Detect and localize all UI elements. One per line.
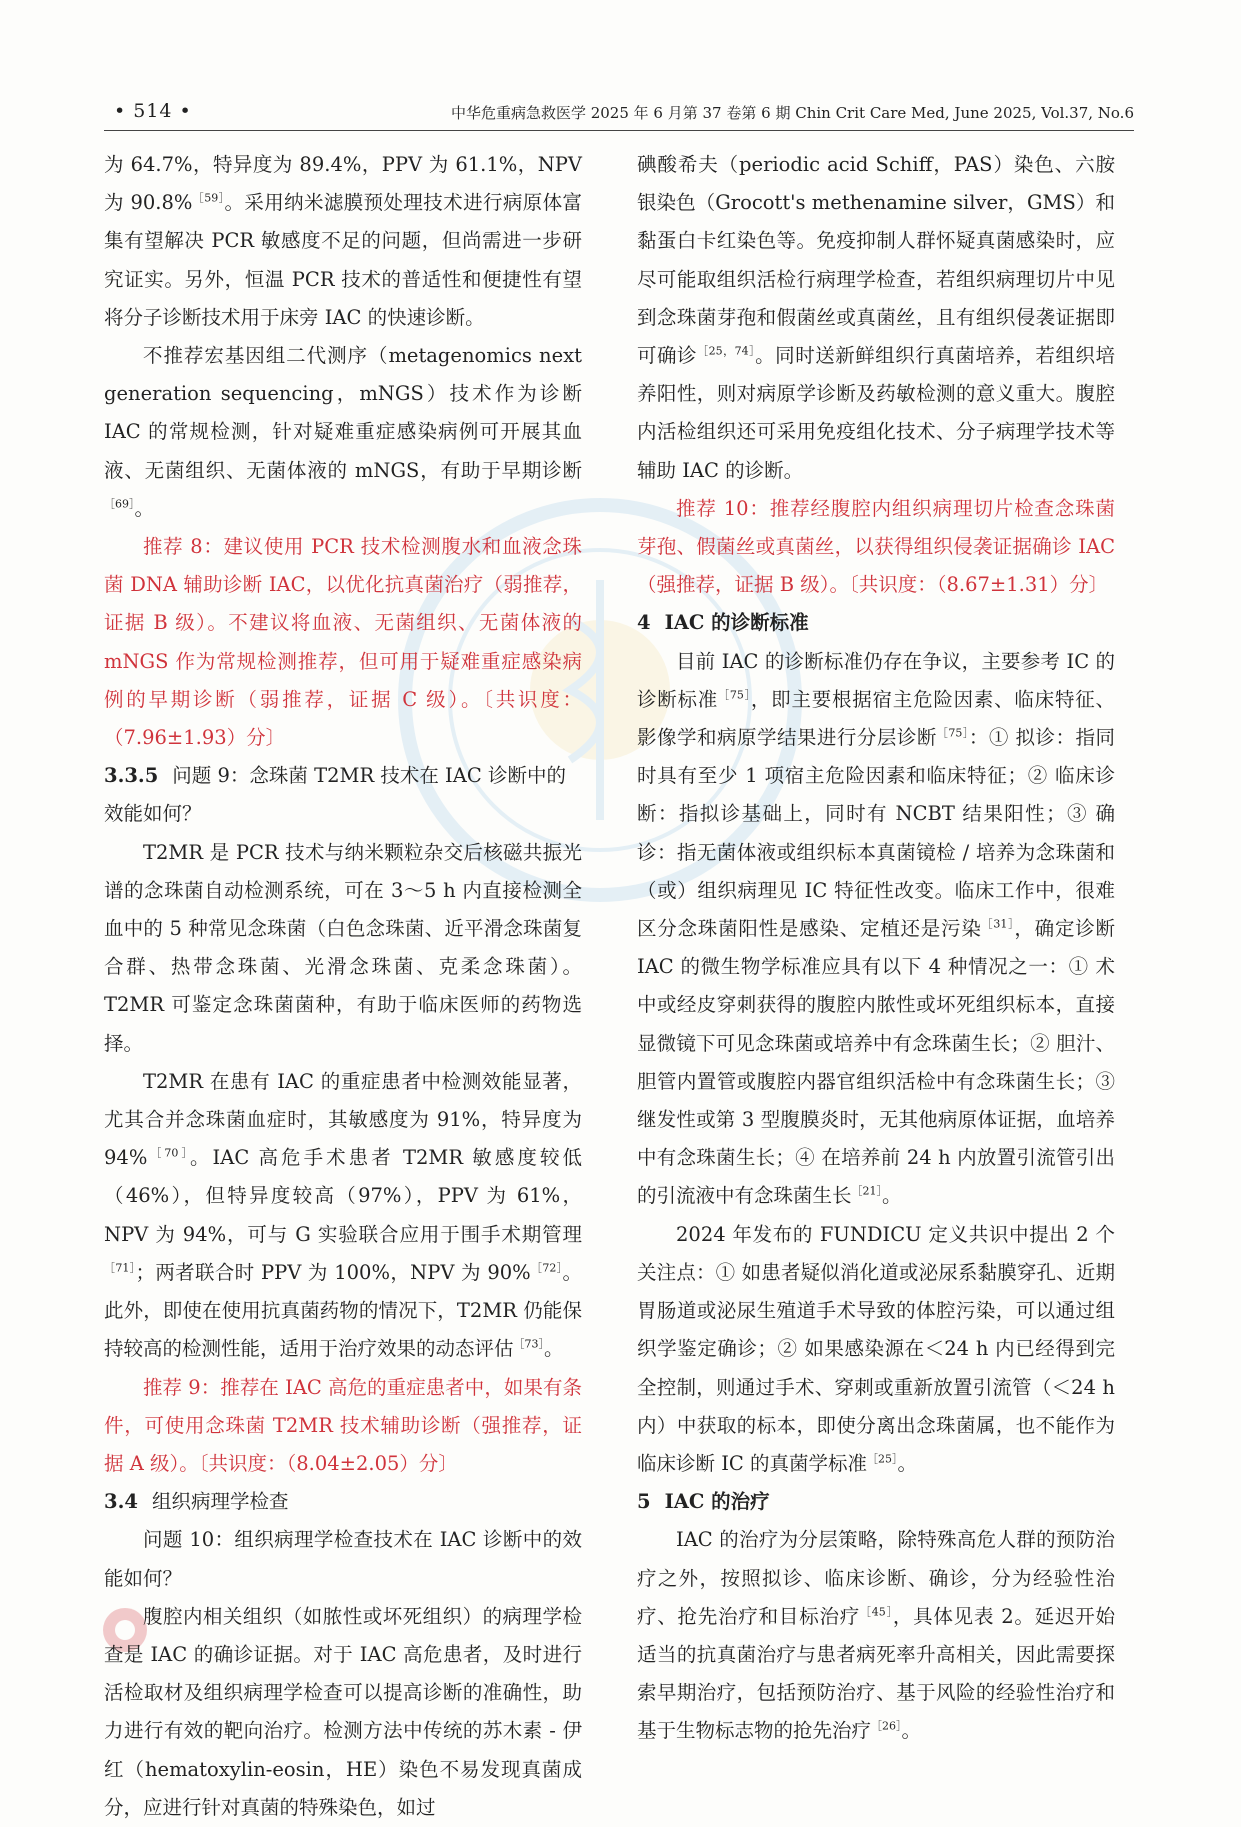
paragraph: 碘酸希夫（periodic acid Schiff，PAS）染色、六胺银染色（Grocott's methenamine silver，GMS）和黏蛋白卡红染色等。免疫抑制人群怀疑真菌感染时，应尽可能取组织活检行病理学检查，若组织病理切片中见到念珠菌芽孢和假菌丝或真菌丝，且有组织侵袭证据即可确诊$^{[25,74]}$。同时送新鲜组织行真菌培养，若组织培养阳性，则对病原学诊断及药敏检测的意义重大。腹腔内活检组织还可采用免疫组化技术、分子病理学技术等辅助 IAC 的诊断。 xyxy=(637,153,1115,482)
reference[interactable]: ［75］ xyxy=(936,726,969,740)
paragraph: 2024 年发布的 FUNDICU 定义共识中提出 2 个关注点：① 如患者疑似消化道或泌尿系黏膜穿孔、近期胃肠道或泌尿生殖道手术导致的体腔污染，可以通过组织学鉴定确诊；② 如果感染源在＜24 h 内已经得到完全控制，则通过手术、穿刺或重新放置引流管（＜24 h 内）中获取的标本，即使分离出念珠菌属，也不能作为临床诊断 IC 的真菌学标准$^{[25]}$。 xyxy=(637,1222,1115,1475)
page-number: • 514 • xyxy=(114,100,192,122)
question-10: 问题 10：组织病理学检查技术在 IAC 诊断中的效能如何？ xyxy=(104,1528,582,1590)
paragraph: T2MR 在患有 IAC 的重症患者中检测效能显著，尤其合并念珠菌血症时，其敏感度为 91%，特异度为 94%$^{[70]}$。IAC 高危手术患者 T2MR 敏感度较低（46%），但特异度较高（97%），PPV 为 61%，NPV 为 94%，可与 G 实验联合应用于围手术期管理$^{[71]}$；两者联合时 PPV 为 100%，NPV 为 90%$^{[72]}$。此外，即使在使用抗真菌药物的情况下，T2MR 仍能保持较高的检测性能，适用于治疗效果的动态评估$^{[73]}$。 xyxy=(104,1069,583,1361)
paragraph: 为 64.7%，特异度为 89.4%，PPV 为 61.1%，NPV 为 90.8%$^{[59]}$。采用纳米滤膜预处理技术进行病原体富集有望解决 PCR 敏感度不足的问题，但尚需进一步研究证实。另外，恒温 PCR 技术的普适性和便捷性有望将分子诊断技术用于床旁 IAC 的快速诊断。 xyxy=(104,153,582,329)
reference[interactable]: ［71］ xyxy=(104,1261,136,1275)
reference[interactable]: ［59］ xyxy=(192,191,225,205)
section-heading-3-4: 3.4 组织病理学检查 xyxy=(104,1490,289,1514)
reference[interactable]: ［70］ xyxy=(147,1146,191,1160)
recommendation-8: 推荐 8：建议使用 PCR 技术检测腹水和血液念珠菌 DNA 辅助诊断 IAC，以优化抗真菌治疗（弱推荐，证据 B 级）。不建议将血液、无菌组织、无菌体液的 mNGS 作为常规检测推荐，但可用于疑难重症感染病例的早期诊断（弱推荐，证据 C 级）。〔共识度：（7.96±1.93）分〕 xyxy=(104,535,582,750)
reference[interactable]: ［26］ xyxy=(871,1719,902,1733)
paragraph: 不推荐宏基因组二代测序（metagenomics next generation sequencing，mNGS）技术作为诊断 IAC 的常规检测，针对疑难重症感染病例可开展其血液、无菌组织、无菌体液的 mNGS，有助于早期诊断$^{[69]}$。 xyxy=(104,344,582,520)
header-rule xyxy=(104,130,1134,131)
page-header xyxy=(104,100,1134,130)
reference[interactable]: ［21］ xyxy=(851,1184,883,1198)
reference[interactable]: ［45］ xyxy=(860,1605,893,1619)
recommendation-10: 推荐 10：推荐经腹腔内组织病理切片检查念珠菌芽孢、假菌丝或真菌丝，以获得组织侵袭证据确诊 IAC（强推荐，证据 B 级）。〔共识度：（8.67±1.31）分〕 xyxy=(637,496,1115,597)
section-heading-5: 5 IAC 的治疗 xyxy=(637,1490,770,1514)
section-heading-3-3-5: 3.3.5 问题 9：念珠菌 T2MR 技术在 IAC 诊断中的效能如何？ xyxy=(104,764,566,826)
recommendation-9: 推荐 9：推荐在 IAC 高危的重症患者中，如果有条件，可使用念珠菌 T2MR 技术辅助诊断（强推荐，证据 A 级）。〔共识度：（8.04±2.05）分〕 xyxy=(104,1375,582,1475)
reference[interactable]: ［25］ xyxy=(867,1452,898,1466)
reference[interactable]: ［69］ xyxy=(104,497,135,511)
reference[interactable]: ［72］ xyxy=(530,1261,563,1275)
paragraph: 目前 IAC 的诊断标准仍存在争议，主要参考 IC 的诊断标准$^{[75]}$，即主要根据宿主危险因素、临床特征、影像学和病原学结果进行分层诊断$^{[75]}$：① 拟诊：指同时具有至少 1 项宿主危险因素和临床特征；② 临床诊断：指拟诊基础上，同时有 NCBT 结果阳性；③ 确诊：指无菌体液或组织标本真菌镜检 / 培养为念珠菌和（或）组织病理见 IC 特征性改变。临床工作中，很难区分念珠菌阳性是感染、定植还是污染$^{[31]}$，确定诊断 IAC 的微生物学标准应具有以下 4 种情况之一：① 术中或经皮穿刺获得的腹腔内脓性或坏死组织标本，直接显微镜下可见念珠菌或培养中有念珠菌生长；② 胆汁、胆管内置管或腹腔内器官组织活检中有念珠菌生长；③ 继发性或第 3 型腹膜炎时，无其他病原体证据，血培养中有念珠菌生长；④ 在培养前 24 h 内放置引流管引出的引流液中有念珠菌生长$^{[21]}$。 xyxy=(637,649,1115,1208)
left-column xyxy=(104,146,582,1827)
reference[interactable]: ［25，74］ xyxy=(697,344,756,358)
section-heading-4: 4 IAC 的诊断标准 xyxy=(637,611,809,635)
reference[interactable]: ［73］ xyxy=(513,1337,545,1351)
journal-citation: 中华危重病急救医学 2025 年 6 月第 37 卷第 6 期 Chin Crit Care Med, June 2025, Vol.37, No.6 xyxy=(450,104,1134,122)
paragraph: 腹腔内相关组织（如脓性或坏死组织）的病理学检查是 IAC 的确诊证据。对于 IAC 高危患者，及时进行活检取材及组织病理学检查可以提高诊断的准确性，助力进行有效的靶向治疗。检测方法中传统的苏木素 - 伊红（hematoxylin-eosin，HE）染色不易发现真菌成分，应进行针对真菌的特殊染色，如过 xyxy=(104,1604,582,1819)
paragraph: IAC 的治疗为分层策略，除特殊高危人群的预防治疗之外，按照拟诊、临床诊断、确诊，分为经验性治疗、抢先治疗和目标治疗$^{[45]}$，具体见表 2。延迟开始适当的抗真菌治疗与患者病死率升高相关，因此需要探索早期治疗，包括预防治疗、基于风险的经验性治疗和基于生物标志物的抢先治疗$^{[26]}$。 xyxy=(637,1528,1115,1743)
right-column xyxy=(637,146,1115,1751)
reference[interactable]: ［75］ xyxy=(718,688,751,702)
reference[interactable]: ［31］ xyxy=(981,917,1015,931)
paragraph: T2MR 是 PCR 技术与纳米颗粒杂交后核磁共振光谱的念珠菌自动检测系统，可在 3～5 h 内直接检测全血中的 5 种常见念珠菌（白色念珠菌、近平滑念珠菌复合群、热带念珠菌、光滑念珠菌、克柔念珠菌）。T2MR 可鉴定念珠菌菌种，有助于临床医师的药物选择。 xyxy=(104,840,582,1055)
